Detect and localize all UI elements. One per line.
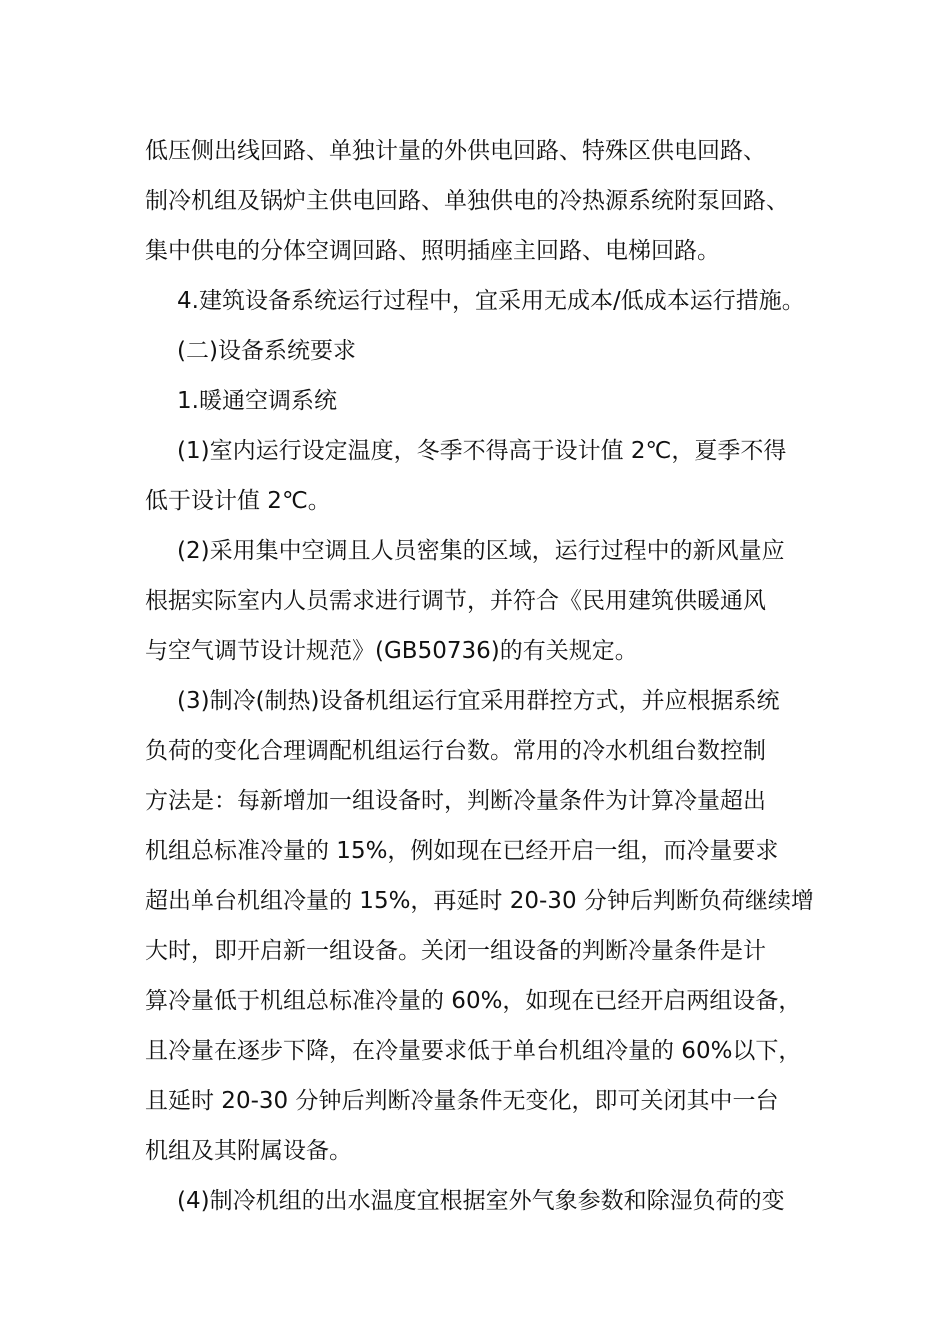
text-line: 方法是：每新增加一组设备时，判断冷量条件为计算冷量超出 [145, 788, 766, 814]
text-line: 超出单台机组冷量的 15%，再延时 20-30 分钟后判断负荷继续增 [145, 888, 814, 914]
text-line: (二)设备系统要求 [177, 338, 356, 364]
text-line: (2)采用集中空调且人员密集的区域，运行过程中的新风量应 [177, 538, 785, 564]
text-line: 低压侧出线回路、单独计量的外供电回路、特殊区供电回路、 [145, 138, 766, 164]
text-line: 集中供电的分体空调回路、照明插座主回路、电梯回路。 [145, 238, 720, 264]
text-line: 负荷的变化合理调配机组运行台数。常用的冷水机组台数控制 [145, 738, 766, 764]
text-line: (3)制冷(制热)设备机组运行宜采用群控方式，并应根据系统 [177, 688, 780, 714]
text-line: 与空气调节设计规范》(GB50736)的有关规定。 [145, 638, 638, 664]
text-line: 1.暖通空调系统 [177, 388, 337, 414]
text-line: 低于设计值 2℃。 [145, 488, 331, 514]
text-line: 制冷机组及锅炉主供电回路、单独供电的冷热源系统附泵回路、 [145, 188, 789, 214]
text-line: 且延时 20-30 分钟后判断冷量条件无变化，即可关闭其中一台 [145, 1088, 779, 1114]
text-line: 机组及其附属设备。 [145, 1138, 352, 1164]
text-line: 算冷量低于机组总标准冷量的 60%，如现在已经开启两组设备， [145, 988, 802, 1014]
text-line: 大时，即开启新一组设备。关闭一组设备的判断冷量条件是计 [145, 938, 766, 964]
text-line: 根据实际室内人员需求进行调节，并符合《民用建筑供暖通风 [145, 588, 766, 614]
text-line: 机组总标准冷量的 15%，例如现在已经开启一组，而冷量要求 [145, 838, 779, 864]
text-line: (4)制冷机组的出水温度宜根据室外气象参数和除湿负荷的变 [177, 1188, 785, 1214]
text-line: 4.建筑设备系统运行过程中，宜采用无成本/低成本运行措施。 [177, 288, 805, 314]
text-line: (1)室内运行设定温度，冬季不得高于设计值 2℃，夏季不得 [177, 438, 787, 464]
text-line: 且冷量在逐步下降，在冷量要求低于单台机组冷量的 60%以下， [145, 1038, 802, 1064]
